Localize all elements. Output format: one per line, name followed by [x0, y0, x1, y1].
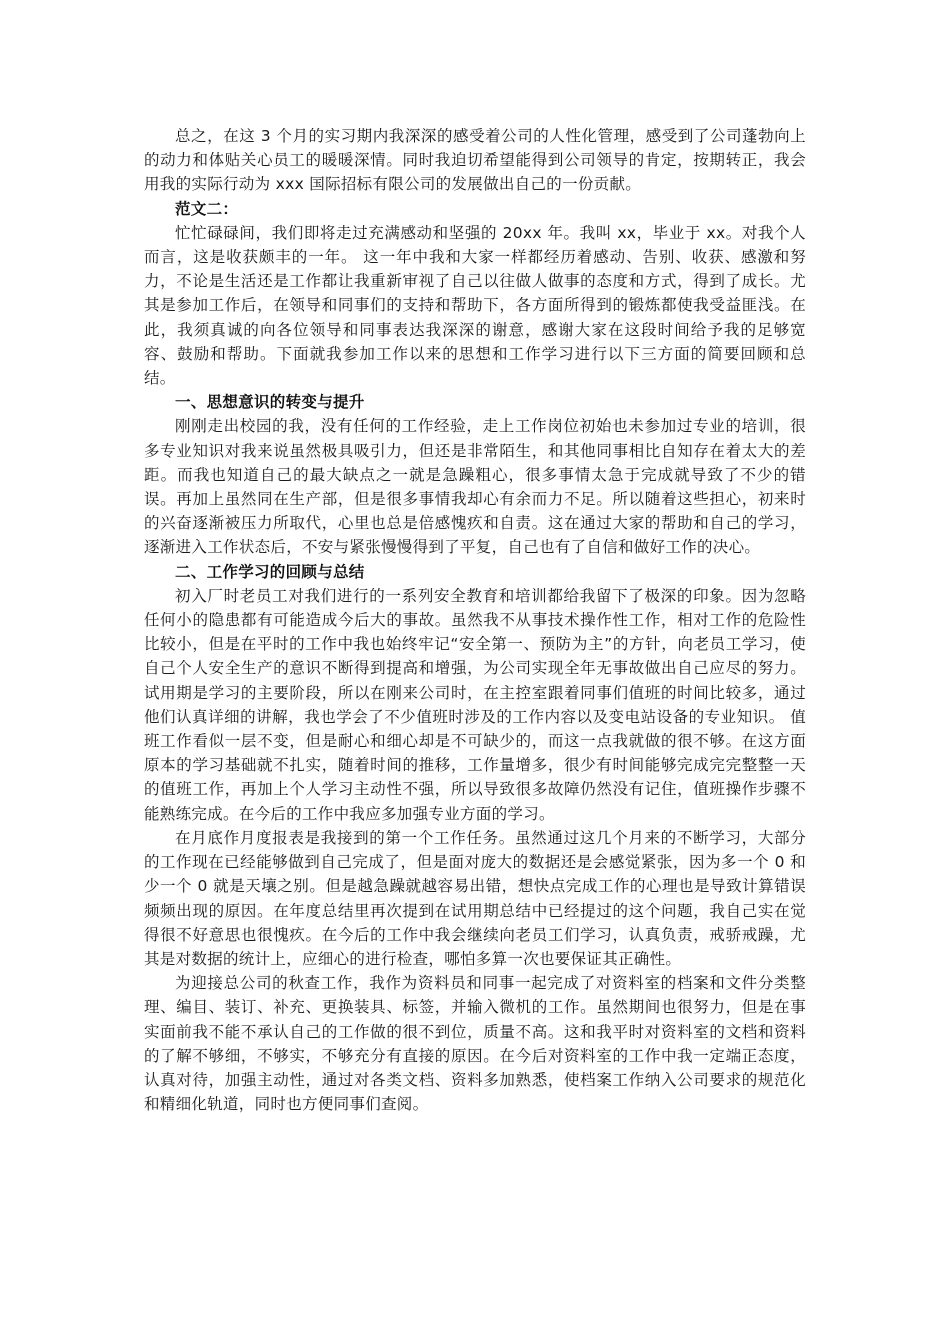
paragraph-conclusion: 总之，在这 3 个月的实习期内我深深的感受着公司的人性化管理，感受到了公司蓬勃向上的动力和体贴关心员工的暖暖深情。同时我迫切希望能得到公司领导的肯定，按期转正，我会用我的实际行动为 xxx 国际招标有限公司的发展做出自己的一份贡献。: [144, 127, 806, 194]
paragraph-monthly-report: 在月底作月度报表是我接到的第一个工作任务。虽然通过这几个月来的不断学习，大部分的工作现在已经能够做到自己完成了，但是面对庞大的数据还是会感觉紧张，因为多一个 0 和少一个 0 就是天壤之别。但是越急躁就越容易出错，想快点完成工作的心理也是导致计算错误频频出现的原因。在年度总结里再次提到在试用期总结中已经提过的这个问题，我自己实在觉得很不好意思也很愧疚。在今后的工作中我会继续向老员工们学习，认真负责，戒骄戒躁，尤其是对数据的统计上，应细心的进行检查，哪怕多算一次也要保证其正确性。: [144, 828, 806, 968]
paragraph-safety-training: 初入厂时老员工对我们进行的一系列安全教育和培训都给我留下了极深的印象。因为忽略任何小的隐患都有可能造成今后大的事故。虽然我不从事技术操作性工作，相对工作的危险性比较小，但是在平时的工作中我也始终牢记“安全第一、预防为主”的方针，向老员工学习，使自己个人安全生产的意识不断得到提高和增强，为公司实现全年无事故做出自己应尽的努力。试用期是学习的主要阶段，所以在刚来公司时，在主控室跟着同事们值班的时间比较多，通过他们认真详细的讲解，我也学会了不少值班时涉及的工作内容以及变电站设备的专业知识。 值班工作看似一层不变，但是耐心和细心却是不可缺少的，而这一点我就做的很不够。在这方面原本的学习基础就不扎实，随着时间的推移，工作量增多，很少有时间能够完成完完整整一天的值班工作，再加上个人学习主动性不强，所以导致很多故障仍然没有记住，值班操作步骤不能熟练完成。在今后的工作中我应多加强专业方面的学习。: [144, 586, 806, 823]
paragraph-mindset: 刚刚走出校园的我，没有任何的工作经验，走上工作岗位初始也未参加过专业的培训，很多专业知识对我来说虽然极具吸引力，但还是非常陌生，和其他同事相比自知存在着太大的差距。而我也知道自己的最大缺点之一就是急躁粗心，很多事情太急于完成就导致了不少的错误。再加上虽然同在生产部，但是很多事情我却心有余而力不足。所以随着这些担心，初来时的兴奋逐渐被压力所取代，心里也总是倍感愧疚和自责。这在通过大家的帮助和自己的学习，逐渐进入工作状态后，不安与紧张慢慢得到了平复，自己也有了自信和做好工作的决心。: [144, 417, 806, 557]
heading-section-one: 一、思想意识的转变与提升: [175, 393, 365, 412]
paragraph-intro: 忙忙碌碌间，我们即将走过充满感动和坚强的 20xx 年。我叫 xx，毕业于 xx。对我个人而言，这是收获颇丰的一年。 这一年中我和大家一样都经历着感动、告别、收获、感激和努力，不论是生活还是工作都让我重新审视了自己以往做人做事的态度和方式，得到了成长。尤其是参加工作后，在领导和同事们的支持和帮助下，各方面所得到的锻炼都使我受益匪浅。在此，我须真诚的向各位领导和同事表达我深深的谢意，感谢大家在这段时间给予我的足够宽容、鼓励和帮助。下面就我参加工作以来的思想和工作学习进行以下三方面的简要回顾和总结。: [144, 223, 806, 388]
heading-sample-two: 范文二：: [175, 199, 239, 218]
document-page: [144, 124, 806, 1116]
heading-section-two: 二、工作学习的回顾与总结: [175, 562, 365, 581]
paragraph-archive-work: 为迎接总公司的秋查工作，我作为资料员和同事一起完成了对资料室的档案和文件分类整理、编目、装订、补充、更换装具、标签，并输入微机的工作。虽然期间也很努力，但是在事实面前我不能不承认自己的工作做的很不到位，质量不高。这和我平时对资料室的文档和资料的了解不够细，不够实，不够充分有直接的原因。在今后对资料室的工作中我一定端正态度，认真对待，加强主动性，通过对各类文档、资料多加熟悉，使档案工作纳入公司要求的规范化和精细化轨道，同时也方便同事们查阅。: [144, 974, 806, 1114]
